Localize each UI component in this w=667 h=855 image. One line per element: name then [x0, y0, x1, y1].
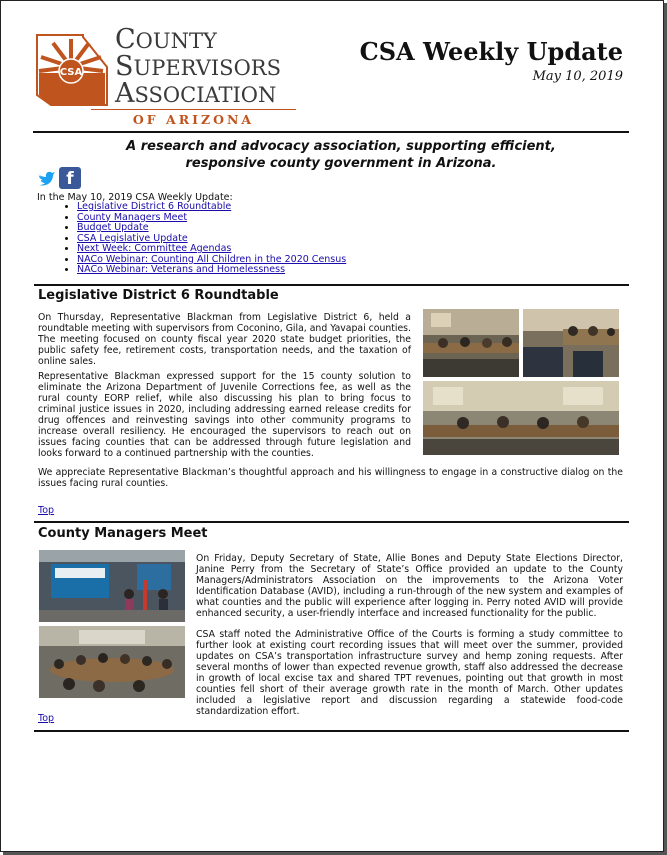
top-link-county-managers[interactable]: Top [38, 713, 55, 724]
toc-link-budget-update[interactable]: Budget Update [77, 222, 149, 233]
toc-item [77, 265, 346, 276]
logo-line2: UPERVISORS [133, 56, 281, 80]
toc-link-legislative-update[interactable]: CSA Legislative Update [77, 232, 188, 244]
logo-wordmark [115, 24, 281, 109]
roundtable-photo-3 [423, 381, 619, 455]
section-divider [34, 521, 629, 523]
logo-line1-initial: C [115, 24, 136, 55]
csa-logo [31, 25, 301, 129]
toc-link-veterans-webinar[interactable]: NACo Webinar: Veterans and Homelessness [77, 264, 286, 275]
twitter-icon[interactable] [35, 167, 57, 189]
logo-subtitle: OF ARIZONA [91, 109, 296, 127]
header-divider [33, 131, 629, 133]
logo-line2-initial: S [115, 51, 134, 82]
tagline: A research and advocacy association, supporting efficient, responsive county government in Arizona. [126, 139, 556, 171]
newsletter-date: May 10, 2019 [532, 69, 623, 84]
toc-link-ld6-roundtable[interactable]: Legislative District 6 Roundtable [77, 201, 232, 212]
toc-link-committee-agendas[interactable]: Next Week: Committee Agendas [77, 243, 232, 254]
roundtable-photo-1 [423, 309, 519, 377]
toc-intro: In the May 10, 2019 CSA Weekly Update: [37, 192, 233, 203]
county-managers-paragraph-2: CSA staff noted the Administrative Office of the Courts is forming a study committee to further look at existing court recording issues that will meet over the summer, provided updates on CSA’s transportation infrastructure survey and hemp zoning requests. After several months of lower than expected revenue growth, staff also addressed the decrease in growth of local excise tax and shared TPT revenues, pointing out that growth in most counties fell short of their average growth rate in the month of March. Other updates included a legislative report and discussion regarding a statewide food-code standardization effort. [196, 629, 623, 717]
section-divider [34, 730, 629, 732]
toc-link-census-webinar[interactable]: NACo Webinar: Counting All Children in the 2020 Census [77, 253, 347, 265]
logo-line3: SSOCIATION [134, 83, 277, 107]
county-managers-photo-1 [39, 550, 185, 622]
arizona-sun-emblem-icon [31, 27, 111, 107]
ld6-paragraph-2: Representative Blackman expressed support for the 15 county solution to eliminate the Arizona Department of Juvenile Corrections fee, as well as the rural county EORP relief, while also discussing his plan to bring focus to criminal justice issues in 2020, including addressing earned release credits for drug offences and reinvesting savings into other community programs to increase overall resiliency. He encouraged the supervisors to reach out on issues facing counties that can be addressed through future legislation and looks forward to a continued partnership with the counties. [38, 371, 411, 459]
logo-line1: OUNTY [135, 29, 217, 53]
roundtable-photo-2 [523, 309, 619, 377]
newsletter-title: CSA Weekly Update [359, 37, 623, 66]
county-managers-paragraph-1: On Friday, Deputy Secretary of State, Allie Bones and Deputy State Elections Director, Janine Perry from the Secretary of State’s Office provided an update to the County Managers/Administrators Association on the improvements to the Arizona Voter Identification Database (AVID), including a run-through of the new system and examples of what counties and the public will experience after logging in. Perry noted AVID will provide enhanced security, a user-friendly interface and increased functionality for the public. [196, 553, 623, 619]
logo-line3-initial: A [115, 78, 135, 109]
section-divider [34, 284, 629, 286]
county-managers-photo-2 [39, 626, 185, 698]
top-link-ld6[interactable]: Top [38, 505, 55, 516]
section-title-ld6: Legislative District 6 Roundtable [38, 288, 279, 303]
facebook-icon[interactable]: f [59, 167, 81, 189]
ld6-paragraph-1: On Thursday, Representative Blackman from Legislative District 6, held a roundtable meeting with supervisors from Coconino, Gila, and Yavapai counties. The meeting focused on county fiscal year 2020 state budget priorities, the public safety fee, retirement costs, transportation needs, and the taxation of online sales. [38, 312, 411, 367]
section-title-county-managers: County Managers Meet [38, 526, 208, 541]
toc-link-county-managers[interactable]: County Managers Meet [77, 211, 188, 223]
table-of-contents [61, 202, 346, 276]
ld6-paragraph-3: We appreciate Representative Blackman’s thoughtful approach and his willingness to engage in a constructive dialog on the issues facing rural counties. [38, 467, 623, 489]
social-links [35, 167, 81, 193]
logo-badge-text: CSA [59, 67, 83, 78]
